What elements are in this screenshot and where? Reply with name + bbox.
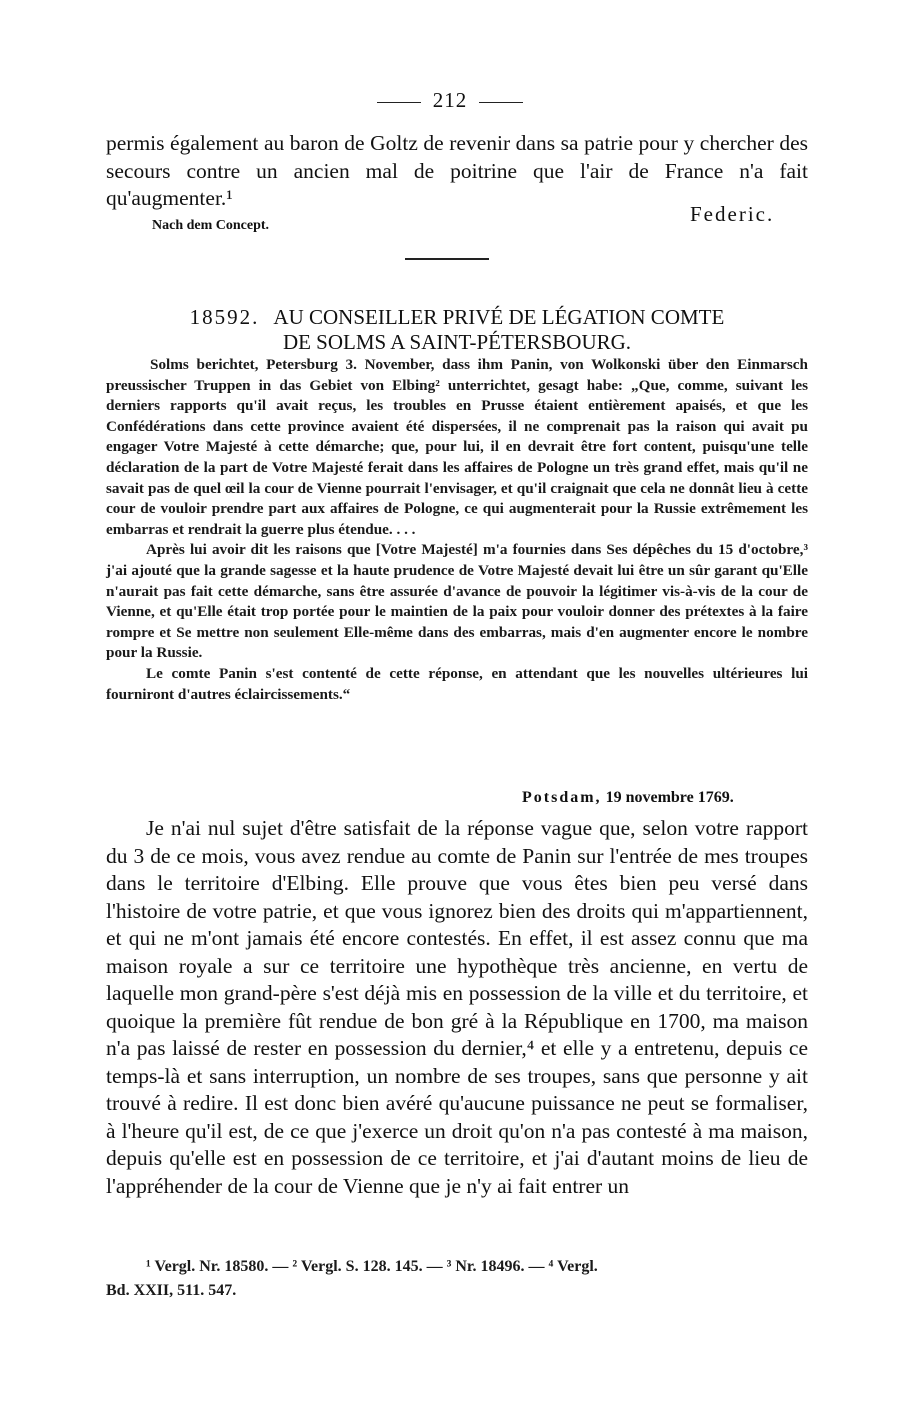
summary-paragraph: Solms berichtet, Petersburg 3. November, dass ihm Panin, von Wolkonski über den Einmarsch preussischer Truppen in das Gebiet von Elbing² unterrichtet, gesagt habe: „Que, comme, suivant les derniers rapports qu'il avait reçus, les troubles en Prusse étaient entièrement apaisés, et que les Confédérations dans cette province avaient été dispersées, il ne comprenait pas la raison qui avait pu engager Votre Majesté à cette démarche; que, pour lui, il en devrait être fort content, puisqu'une telle déclaration de la part de Votre Majesté ferait dans les affaires de Pologne un très grand effet, mais qu'il ne savait pas de quel œil la cour de Vienne pourrait l'envisager, et qu'il craignait que cela ne donnât lieu à cette cour de vouloir prendre part aux affaires de Pologne, ce qui augmenterait pour la Russie extrêmement les embarras et rendrait la guerre plus étendue. . . . xyxy=(106,356,808,538)
signature: Federic. xyxy=(690,202,775,226)
letter-number: 18592. xyxy=(189,305,260,329)
dateline-place: Potsdam, xyxy=(522,789,602,806)
heading-line-1: AU CONSEILLER PRIVÉ DE LÉGATION COMTE xyxy=(273,305,725,329)
continuation-paragraph xyxy=(106,130,808,213)
letter-heading xyxy=(106,305,808,355)
footnote-line: ¹ Vergl. Nr. 18580. — ² Vergl. S. 128. 145. — ³ Nr. 18496. — ⁴ Vergl. xyxy=(146,1258,598,1275)
left-dash xyxy=(377,102,421,103)
page-number: 212 xyxy=(432,88,468,112)
section-divider xyxy=(405,258,489,260)
letter-body xyxy=(106,815,808,1200)
footnotes xyxy=(106,1255,808,1303)
letter-paragraph: Je n'ai nul sujet d'être satisfait de la réponse vague que, selon votre rapport du 3 de ce mois, vous avez rendue au comte de Panin sur l'entrée de mes troupes dans le territoire d'Elbing. Elle prouve que vous êtes bien peu versé dans l'histoire de votre patrie, et que vous ignorez bien des droits qui m'appartiennent, et qui ne m'ont jamais été encore contestés. En effet, il est assez connu que ma maison royale a sur ce territoire une hypothèque très ancienne, en vertu de laquelle mon grand-père s'est déjà mis en possession de la ville et du territoire, et quoique la première fût rendue de bon gré à la République en 1700, ma maison n'a pas laissé de rester en possession du dernier,⁴ et elle y a entretenu, depuis ce temps-là et sans interruption, un nombre de ses troupes, sans que personne y ait trouvé à redire. Il est donc bien avéré qu'aucune puissance ne peut se formaliser, à l'heure qu'il est, de ce que j'exerce un droit qu'on n'a pas contesté à ma maison, depuis qu'elle est en possession de ce territoire, et j'ai d'autant moins de lieu de l'appréhender de la cour de Vienne que je n'y ai fait entrer un xyxy=(106,816,808,1198)
report-summary xyxy=(106,355,808,705)
dateline xyxy=(522,789,734,807)
summary-paragraph: Le comte Panin s'est contenté de cette réponse, en attendant que les nouvelles ultérieures lui fourniront d'autres éclaircissements.“ xyxy=(106,664,808,703)
dateline-date: 19 novembre 1769. xyxy=(605,789,734,806)
right-dash xyxy=(479,102,523,103)
heading-line-2: DE SOLMS A SAINT-PÉTERSBOURG. xyxy=(282,330,632,354)
footnote-line: Bd. XXII, 511. 547. xyxy=(106,1282,237,1299)
page-number-header xyxy=(0,88,900,113)
summary-paragraph: Après lui avoir dit les raisons que [Votre Majesté] m'a fournies dans Ses dépêches du 15 d'octobre,³ j'ai ajouté que la grande sagesse et la haute prudence de Votre Majesté devait lui être un sûr garant qu'Elle n'aurait pas fait cette démarche, sans être assurée d'avance de pouvoir la légitimer vis-à-vis de la cour de Vienne, et qu'Elle était trop portée pour le maintien de la paix pour vouloir donner des prétextes à la faire rompre et Se mettre non seulement Elle-même dans des embarras, mais d'en augmenter encore le nombre pour la Russie. xyxy=(106,541,808,662)
source-note: Nach dem Concept. xyxy=(152,218,270,233)
continuation-text: permis également au baron de Goltz de revenir dans sa patrie pour y chercher des secours contre un ancien mal de poitrine que l'air de France n'a fait qu'augmenter.¹ xyxy=(106,131,808,210)
